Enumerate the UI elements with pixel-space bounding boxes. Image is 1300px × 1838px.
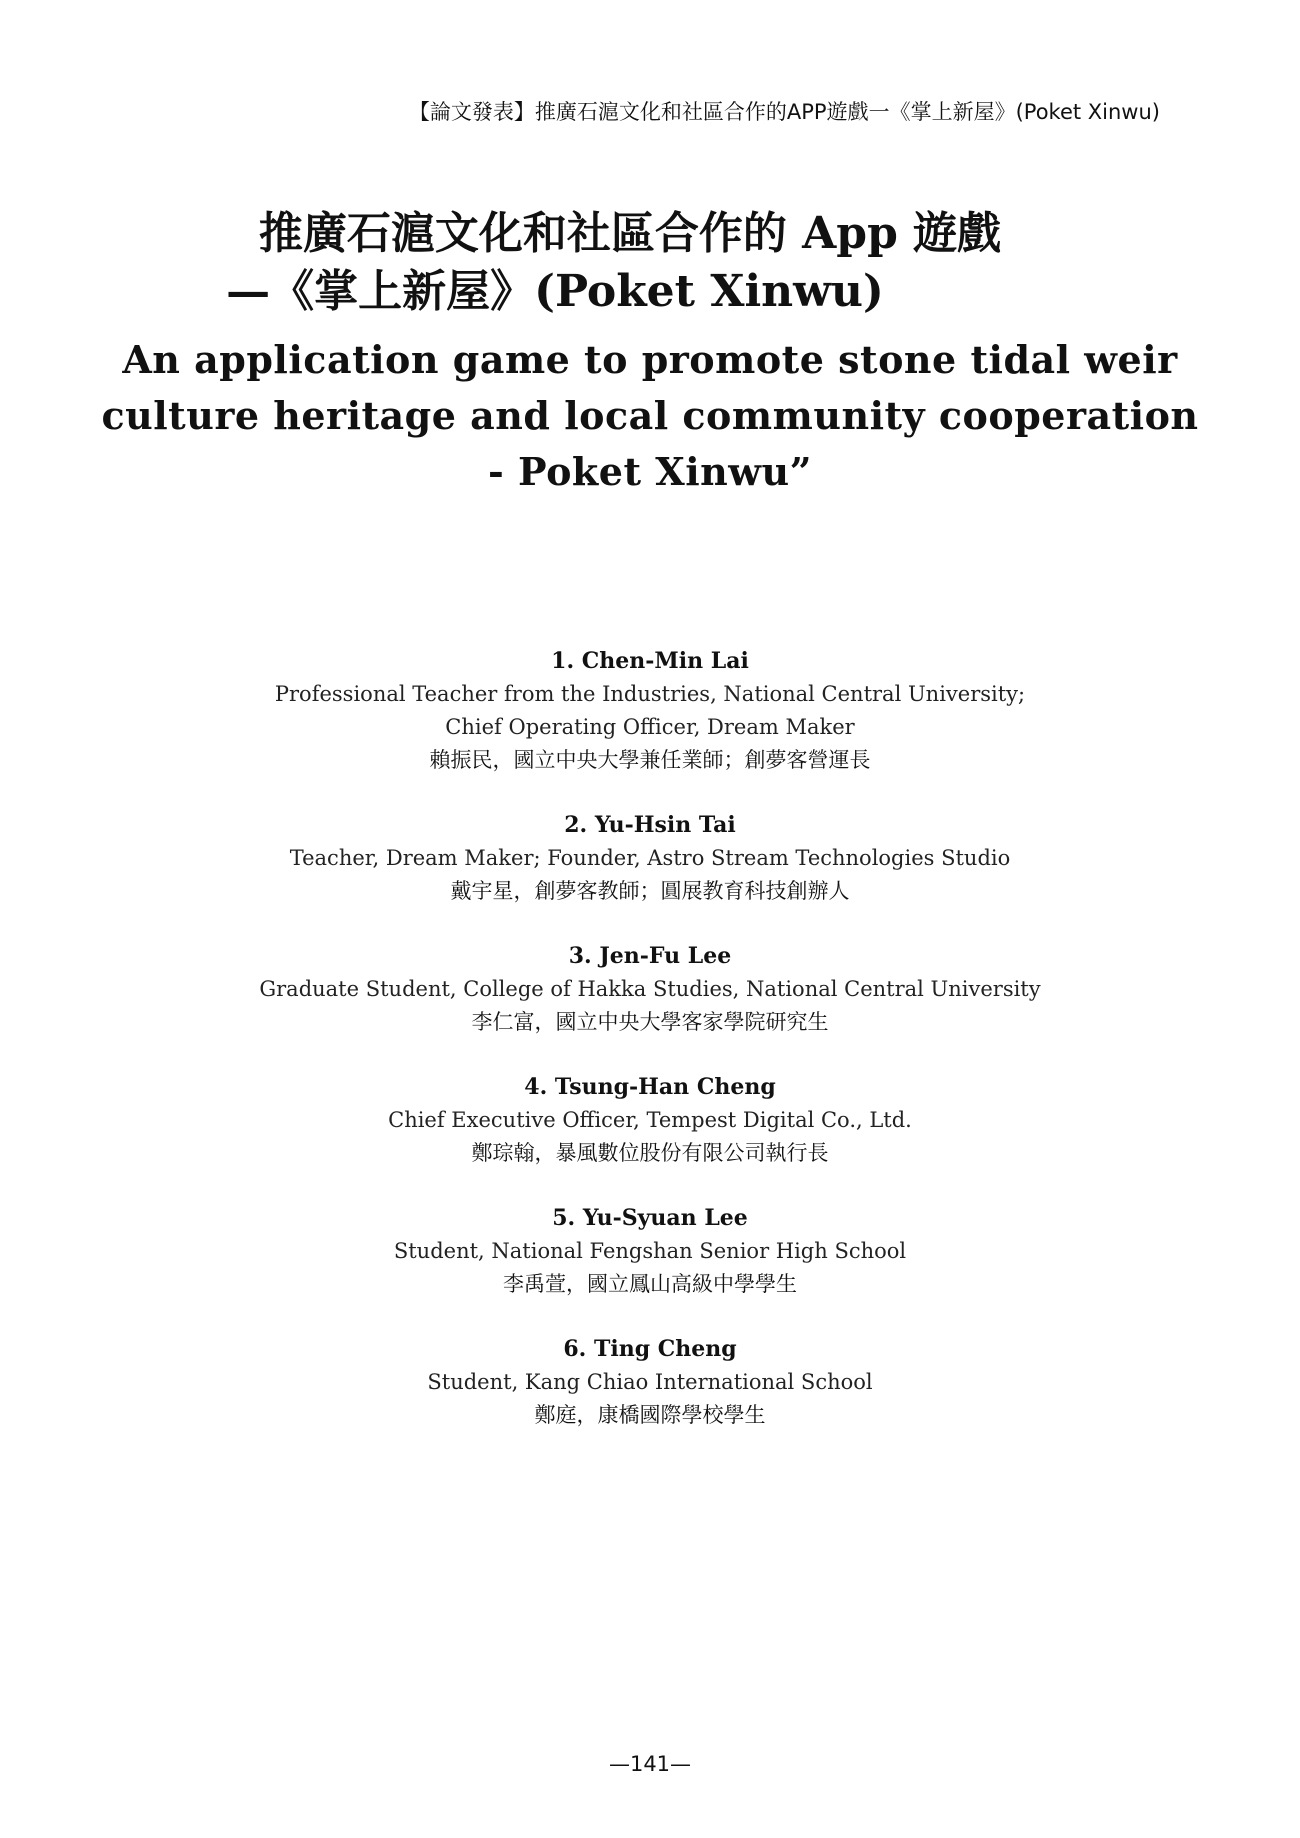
author-chinese-affiliation: 戴宇星，創夢客教師；圓展教育科技創辦人 xyxy=(450,879,850,903)
author-name: 3. Jen-Fu Lee xyxy=(568,943,732,969)
author-affiliation: Graduate Student, College of Hakka Studies, National Central University xyxy=(259,977,1041,1001)
author-name: 2. Yu-Hsin Tai xyxy=(564,812,736,838)
title-english xyxy=(0,332,1300,500)
author-chinese-affiliation: 鄭庭，康橋國際學校學生 xyxy=(534,1403,766,1427)
author-affiliation: Student, Kang Chiao International School xyxy=(427,1370,873,1394)
author-chinese-affiliation: 李禹萱，國立鳳山高級中學學生 xyxy=(503,1272,797,1296)
author-block xyxy=(0,1071,1300,1170)
title-chinese-line-1: 推廣石滬文化和社區合作的 App 遊戲 xyxy=(258,208,1002,259)
author-block xyxy=(0,940,1300,1039)
author-block xyxy=(0,1333,1300,1432)
author-chinese-affiliation: 賴振民，國立中央大學兼任業師；創夢客營運長 xyxy=(429,748,871,772)
title-english-line-1: An application game to promote stone tidal weir xyxy=(122,337,1178,382)
author-chinese-affiliation: 李仁富，國立中央大學客家學院研究生 xyxy=(471,1010,829,1034)
title-english-line-2: culture heritage and local community cooperation xyxy=(101,393,1199,438)
title-chinese-line-2: —《掌上新屋》(Poket Xinwu) xyxy=(226,266,884,317)
page-number: —141— xyxy=(608,1752,692,1776)
author-name: 4. Tsung-Han Cheng xyxy=(524,1074,776,1100)
author-affiliation: Chief Operating Officer, Dream Maker xyxy=(445,715,855,739)
author-affiliation: Professional Teacher from the Industries, National Central University; xyxy=(274,682,1026,706)
author-affiliation: Chief Executive Officer, Tempest Digital Co., Ltd. xyxy=(388,1108,912,1132)
author-list xyxy=(0,645,1300,1464)
author-affiliation: Student, National Fengshan Senior High School xyxy=(393,1239,907,1263)
title-chinese xyxy=(0,205,1300,321)
title-english-line-3: - Poket Xinwu” xyxy=(488,449,812,494)
author-name: 5. Yu-Syuan Lee xyxy=(552,1205,748,1231)
author-affiliation: Teacher, Dream Maker; Founder, Astro Stream Technologies Studio xyxy=(289,846,1011,870)
author-name: 1. Chen-Min Lai xyxy=(551,648,749,674)
running-header: 【論文發表】推廣石滬文化和社區合作的APP遊戲一《掌上新屋》(Poket Xinwu) xyxy=(408,100,1160,124)
author-block xyxy=(0,809,1300,908)
author-chinese-affiliation: 鄭琮翰，暴風數位股份有限公司執行長 xyxy=(471,1141,829,1165)
author-name: 6. Ting Cheng xyxy=(563,1336,737,1362)
author-block xyxy=(0,1202,1300,1301)
author-block xyxy=(0,645,1300,777)
